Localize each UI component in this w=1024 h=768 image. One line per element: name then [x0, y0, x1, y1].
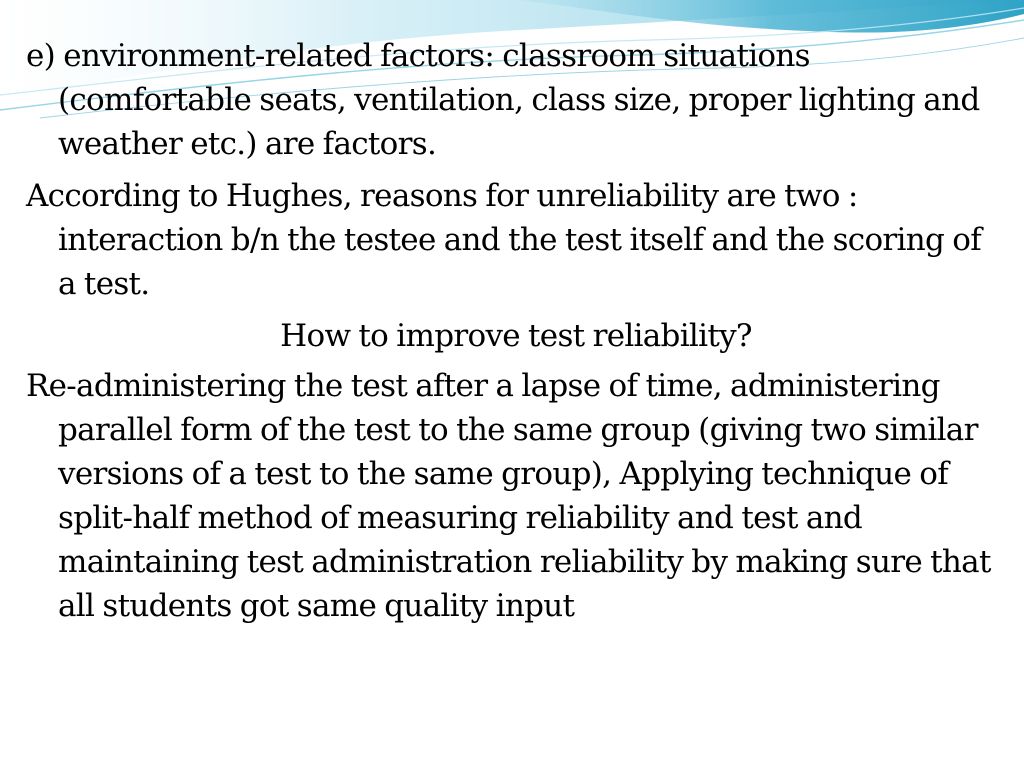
slide-body: [26, 34, 1006, 636]
heading-improve-reliability: How to improve test reliability?: [280, 318, 752, 354]
paragraph-improve-methods: Re-administering the test after a lapse of time, administering parallel form of the test to the same group (giving two similar versions of a test to the same group), Applying technique of split-half method of measuring reliability and test and maintaining test administration reliability by making sure that all students got same quality input: [26, 368, 991, 624]
paragraph-hughes-reasons: According to Hughes, reasons for unreliability are two : interaction b/n the testee and the test itself and the scoring of a test.: [26, 178, 982, 302]
paragraph-environment-factors: e) environment-related factors: classroom situations (comfortable seats, ventilation, class size, proper lighting and weather etc.) are factors.: [26, 38, 980, 162]
